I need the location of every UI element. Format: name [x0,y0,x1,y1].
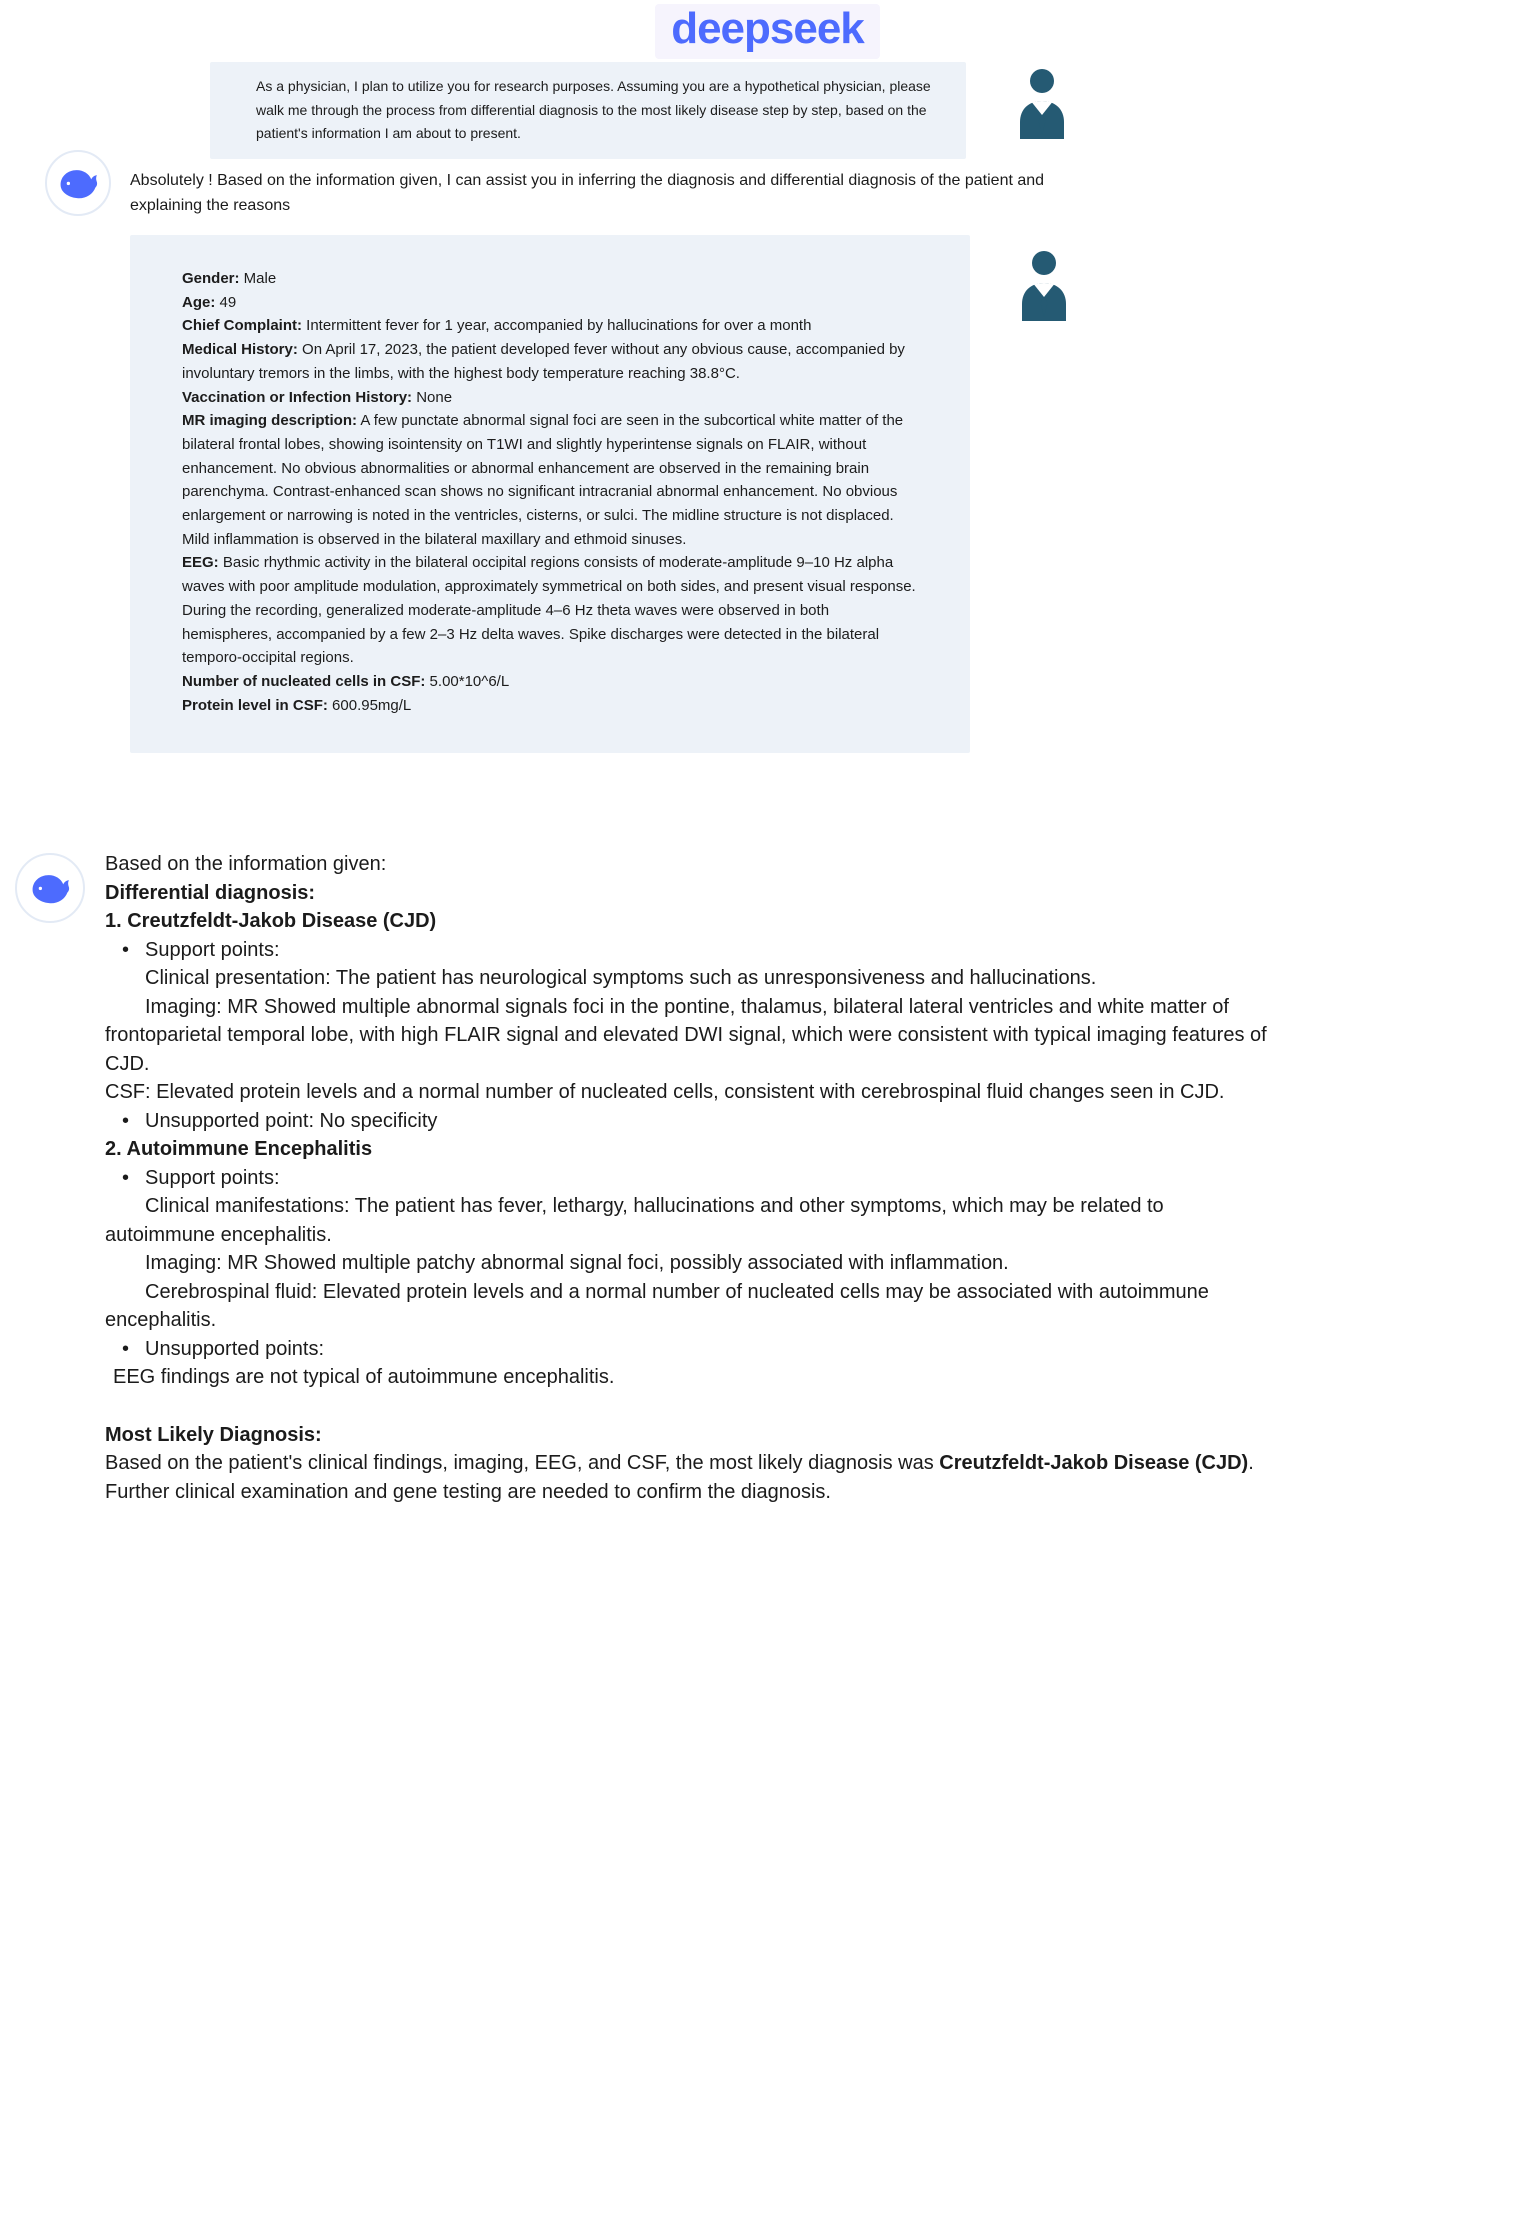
assistant-message-1-text: Absolutely ! Based on the information given, I can assist you in inferring the diagnosis and differential diagnosis of the patient and explaining the reasons [130,172,1045,214]
whale-body-shape [61,170,98,198]
diagnosis-1-csf: CSF: Elevated protein levels and a normal number of nucleated cells, consistent with cerebrospinal fluid changes seen in CJD. [105,1081,1225,1103]
patient-field-mr-imaging [182,409,922,551]
user-message-1 [210,62,966,159]
diagnosis-1-clinical: Clinical presentation: The patient has neurological symptoms such as unresponsiveness and hallucinations. [145,967,1097,989]
field-value: None [412,388,453,406]
bullet-icon: • [122,1166,130,1189]
field-label: Number of nucleated cells in CSF: [182,672,426,690]
diagnosis-2-eeg-note: EEG findings are not typical of autoimmune encephalitis. [113,1366,615,1388]
field-value: On April 17, 2023, the patient developed fever without any obvious cause, accompanied by involuntary tremors in the limbs, with the highest body temperature reaching 38.8°C. [182,341,905,382]
diagnosis-2-title: 2. Autoimmune Encephalitis [105,1138,373,1160]
patient-field-medical-history [182,338,922,385]
diagnosis-1-unsupported-bullet [122,1107,1275,1136]
diagnosis-1-title: 1. Creutzfeldt-Jakob Disease (CJD) [105,910,437,932]
field-value: Male [239,270,277,287]
diagnosis-2-csf: Cerebrospinal fluid: Elevated protein levels and a normal number of nucleated cells may be associated with autoimmune encephalitis. [105,1280,1209,1331]
field-value: 5.00*10^6/L [425,672,510,690]
physician-head-shape [1032,251,1056,275]
field-value: 49 [215,293,237,311]
bullet-text: Unsupported points: [145,1337,325,1360]
conclusion-post: . Further clinical examination and gene testing are needed to confirm the diagnosis. [105,1452,1254,1503]
bullet-icon: • [122,1109,130,1132]
patient-field-chief-complaint [182,314,922,338]
user-message-2-patient-info [130,235,970,753]
conclusion-paragraph [105,1449,1275,1506]
logo-row [0,4,1535,59]
diagnosis-1-imaging: Imaging: MR Showed multiple abnormal signals foci in the pontine, thalamus, bilateral lateral ventricles and white matter of frontoparietal temporal lobe, with high FLAIR signal and elevated DWI signal, which were consistent with typical imaging features of CJD. [105,995,1267,1075]
diagnosis-1-support-bullet [122,936,1275,965]
diagnosis-2-clinical: Clinical manifestations: The patient has fever, lethargy, hallucinations and other symptoms, which may be related to autoimmune encephalitis. [105,1195,1164,1246]
field-value: 600.95mg/L [327,696,412,714]
assistant-intro: Based on the information given: [105,853,387,875]
field-label: Age: [182,293,216,311]
patient-field-gender [182,267,922,291]
whale-icon [56,161,100,205]
differential-diagnosis-heading: Differential diagnosis: [105,881,316,904]
patient-field-csf-protein [182,694,922,718]
patient-field-eeg [182,551,922,670]
assistant-message-2 [105,850,1275,1506]
user-message-1-text: As a physician, I plan to utilize you for research purposes. Assuming you are a hypothetical physician, please walk me through the process from differential diagnosis to the most likely disease step by step, based on the patient's information I am about to present. [256,78,931,141]
field-label: Medical History: [182,341,298,359]
field-label: Chief Complaint: [182,317,302,335]
bullet-text: Unsupported point: No specificity [145,1109,438,1132]
patient-field-vaccination-history [182,386,922,410]
field-value: A few punctate abnormal signal foci are seen in the subcortical white matter of the bilateral frontal lobes, showing isointensity on T1WI and slightly hyperintense signals on FLAIR, without enhancement. No obvious abnormalities or abnormal enhancement are observed in the remaining brain parenchyma. Contrast-enhanced scan shows no significant intracranial abnormal enhancement. No obvious enlargement or narrowing is noted in the ventricles, cisterns, or sulci. The midline structure is not displaced. Mild inflammation is observed in the bilateral maxillary and ethmoid sinuses. [182,412,904,548]
assistant-avatar-2 [15,853,85,923]
patient-field-age [182,291,922,315]
user-avatar-1 [1016,66,1068,140]
whale-body-shape [33,875,70,903]
field-label: Vaccination or Infection History: [182,388,413,406]
assistant-message-1 [130,168,1115,218]
deepseek-logo: deepseek [655,4,880,59]
field-value: Basic rhythmic activity in the bilateral occipital regions consists of moderate-amplitude 9–10 Hz alpha waves with poor amplitude modulation, approximately symmetrical on both sides, and present visual response. During the recording, generalized moderate-amplitude 4–6 Hz theta waves were observed in both hemispheres, accompanied by a few 2–3 Hz delta waves. Spike discharges were detected in the bilateral temporo-occipital regions. [182,554,916,667]
whale-eye-shape [39,887,42,890]
user-avatar-2 [1018,248,1070,322]
bullet-icon: • [122,1337,130,1360]
field-value: Intermittent fever for 1 year, accompanied by hallucinations for over a month [302,317,812,335]
field-label: Gender: [182,270,240,287]
bullet-text: Support points: [145,938,280,961]
field-label: MR imaging description: [182,412,358,430]
physician-icon [1016,66,1068,140]
bullet-icon: • [122,938,130,961]
whale-eye-shape [67,182,70,185]
field-label: Protein level in CSF: [182,696,328,714]
physician-head-shape [1030,69,1054,93]
patient-field-csf-cells [182,670,922,694]
whale-icon [28,866,72,910]
bullet-text: Support points: [145,1166,280,1189]
conclusion-heading: Most Likely Diagnosis: [105,1423,322,1446]
diagnosis-2-support-bullet [122,1164,1275,1193]
conclusion-pre: Based on the patient's clinical findings, imaging, EEG, and CSF, the most likely diagnosis was [105,1452,940,1474]
physician-icon [1018,248,1070,322]
diagnosis-2-imaging: Imaging: MR Showed multiple patchy abnormal signal foci, possibly associated with inflammation. [145,1252,1009,1274]
conclusion-diagnosis: Creutzfeldt-Jakob Disease (CJD) [939,1452,1249,1474]
field-label: EEG: [182,554,219,572]
assistant-avatar-1 [45,150,111,216]
diagnosis-2-unsupported-bullet [122,1335,1275,1364]
